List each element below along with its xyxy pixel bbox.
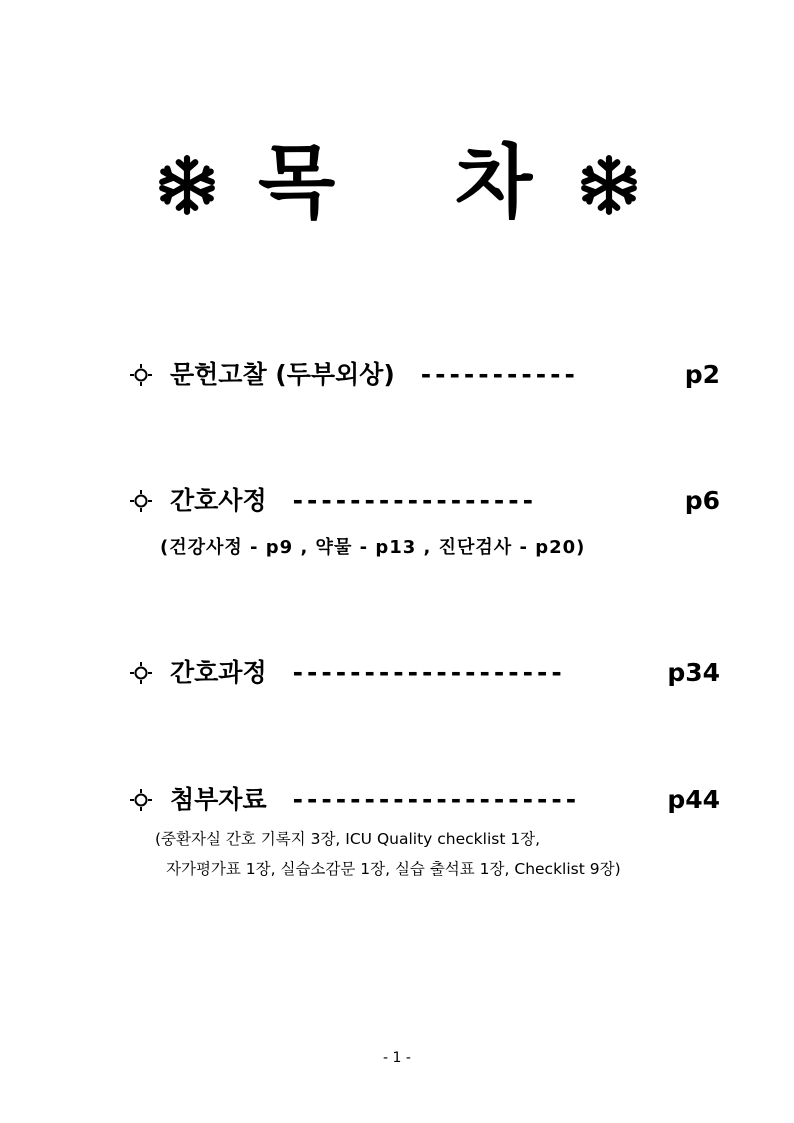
toc-leader: -------------------: [292, 658, 566, 687]
toc-page-number: p34: [667, 658, 720, 687]
toc-leader: -----------------: [292, 486, 538, 515]
title-char-2: 차: [455, 136, 533, 229]
attachment-note-line-2: 자가평가표 1장, 실습소감문 1장, 실습 출석표 1장, Checklist 9장): [166, 860, 621, 878]
toc-label: 간호과정: [170, 658, 267, 687]
snowflake-icon: [156, 154, 218, 216]
toc-entry: [130, 357, 720, 393]
sun-icon: [130, 789, 152, 811]
toc-entry: [130, 483, 720, 519]
attachment-note-line-1: (중환자실 간호 기록지 3장, ICU Quality checklist 1장,: [155, 830, 541, 848]
page-title: [150, 136, 650, 232]
toc-leader: --------------------: [292, 785, 581, 814]
toc-page-number: p2: [684, 360, 720, 389]
sun-icon: [130, 364, 152, 386]
toc-page-number: p6: [684, 486, 720, 515]
snowflake-icon: [578, 154, 640, 216]
title-char-1: 목: [258, 136, 336, 229]
toc-entry: [130, 655, 720, 691]
toc-leader: -----------: [420, 360, 579, 389]
toc-label: 문헌고찰 (두부외상): [170, 360, 395, 389]
toc-label: 간호사정: [170, 486, 267, 515]
page-number-footer: - 1 -: [383, 1050, 411, 1066]
toc-entry: [130, 782, 720, 818]
assessment-subsection-note: (건강사정 - p9 , 약물 - p13 , 진단검사 - p20): [160, 537, 586, 558]
toc-page-number: p44: [667, 785, 720, 814]
toc-label: 첨부자료: [170, 785, 267, 814]
sun-icon: [130, 490, 152, 512]
sun-icon: [130, 662, 152, 684]
